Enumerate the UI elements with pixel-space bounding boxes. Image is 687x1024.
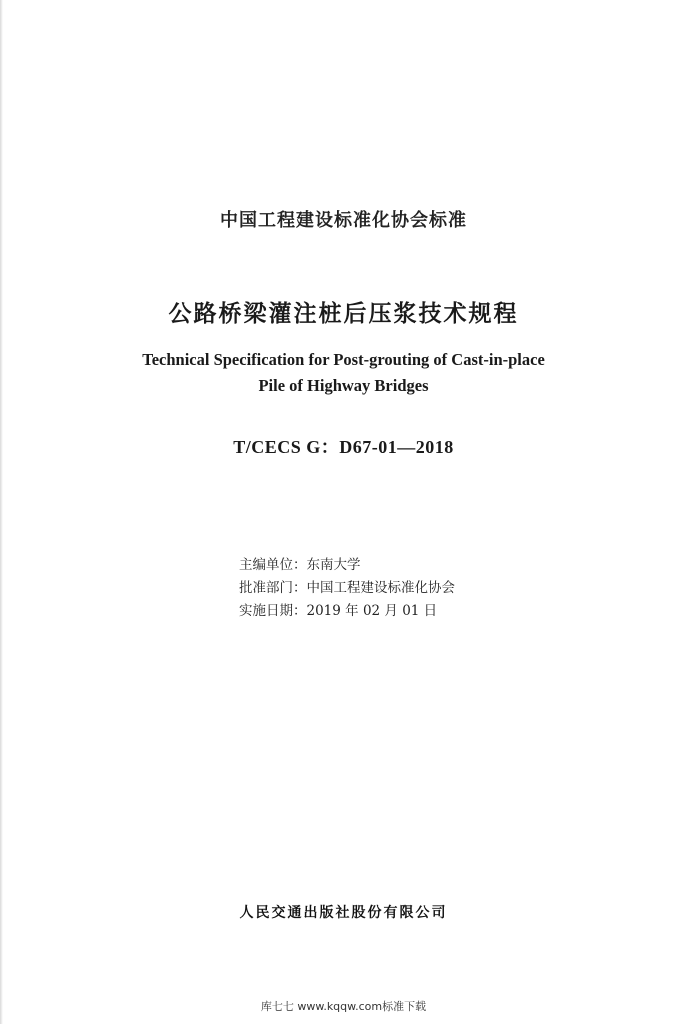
- association-standard-heading: 中国工程建设标准化协会标准: [220, 210, 467, 231]
- approval-department: 批准部门：中国工程建设标准化协会: [239, 580, 455, 596]
- chinese-title: 公路桥梁灌注桩后压浆技术规程: [168, 301, 519, 327]
- info-block: [239, 554, 455, 623]
- publisher-name: 人民交通出版社股份有限公司: [239, 905, 448, 921]
- watermark-text: 库七七 www.kqqw.com标准下载: [260, 1000, 427, 1013]
- implementation-date: 实施日期：2019 年 02 月 01 日: [239, 603, 438, 619]
- standard-code: T/CECS G：D67-01—2018: [233, 437, 454, 457]
- editor-unit: 主编单位：东南大学: [239, 557, 361, 573]
- page-edge-shadow: [0, 0, 3, 1024]
- english-title-line-2: Pile of Highway Bridges: [258, 376, 429, 395]
- english-title-line-1: Technical Specification for Post-grouting of Cast-in-place: [142, 350, 545, 369]
